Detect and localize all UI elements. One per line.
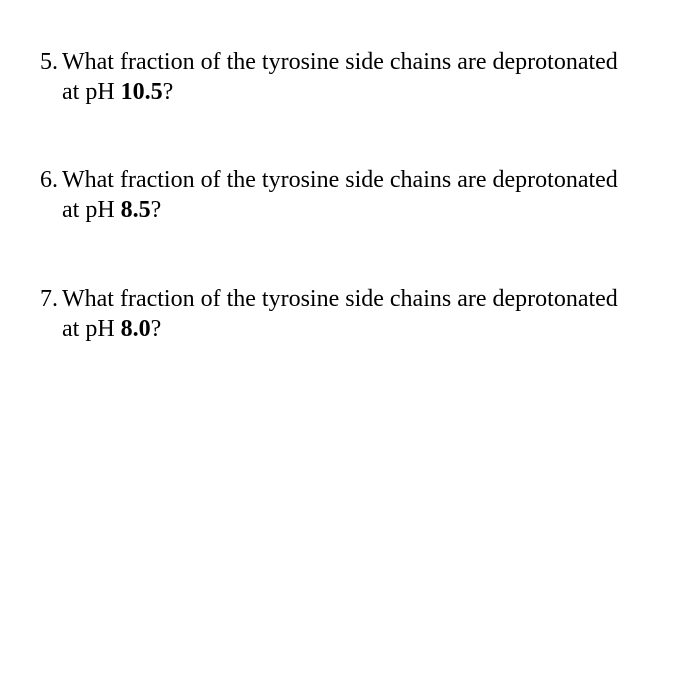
question-line-2 (40, 195, 680, 225)
question-text: What fraction of the tyrosine side chains are deprotonated (62, 167, 618, 193)
question-line-2 (40, 77, 680, 107)
ph-value: 8.5 (120, 197, 151, 223)
question-text: What fraction of the tyrosine side chains are deprotonated (62, 286, 618, 312)
ph-prefix: at pH (62, 79, 121, 105)
question-text: What fraction of the tyrosine side chains are deprotonated (62, 49, 618, 75)
question-line-2 (40, 314, 680, 344)
question-7 (40, 284, 680, 344)
question-line-1 (40, 165, 680, 195)
question-number: 7. (40, 286, 58, 312)
question-mark: ? (150, 316, 162, 342)
question-line-1 (40, 284, 680, 314)
ph-prefix: at pH (62, 197, 121, 223)
ph-prefix: at pH (62, 316, 121, 342)
question-line-1 (40, 47, 680, 77)
ph-value: 8.0 (120, 316, 151, 342)
question-mark: ? (150, 197, 162, 223)
question-mark: ? (162, 79, 174, 105)
question-number: 6. (40, 167, 58, 193)
question-5 (40, 47, 680, 107)
question-number: 5. (40, 49, 58, 75)
ph-value: 10.5 (120, 79, 163, 105)
question-6 (40, 165, 680, 225)
